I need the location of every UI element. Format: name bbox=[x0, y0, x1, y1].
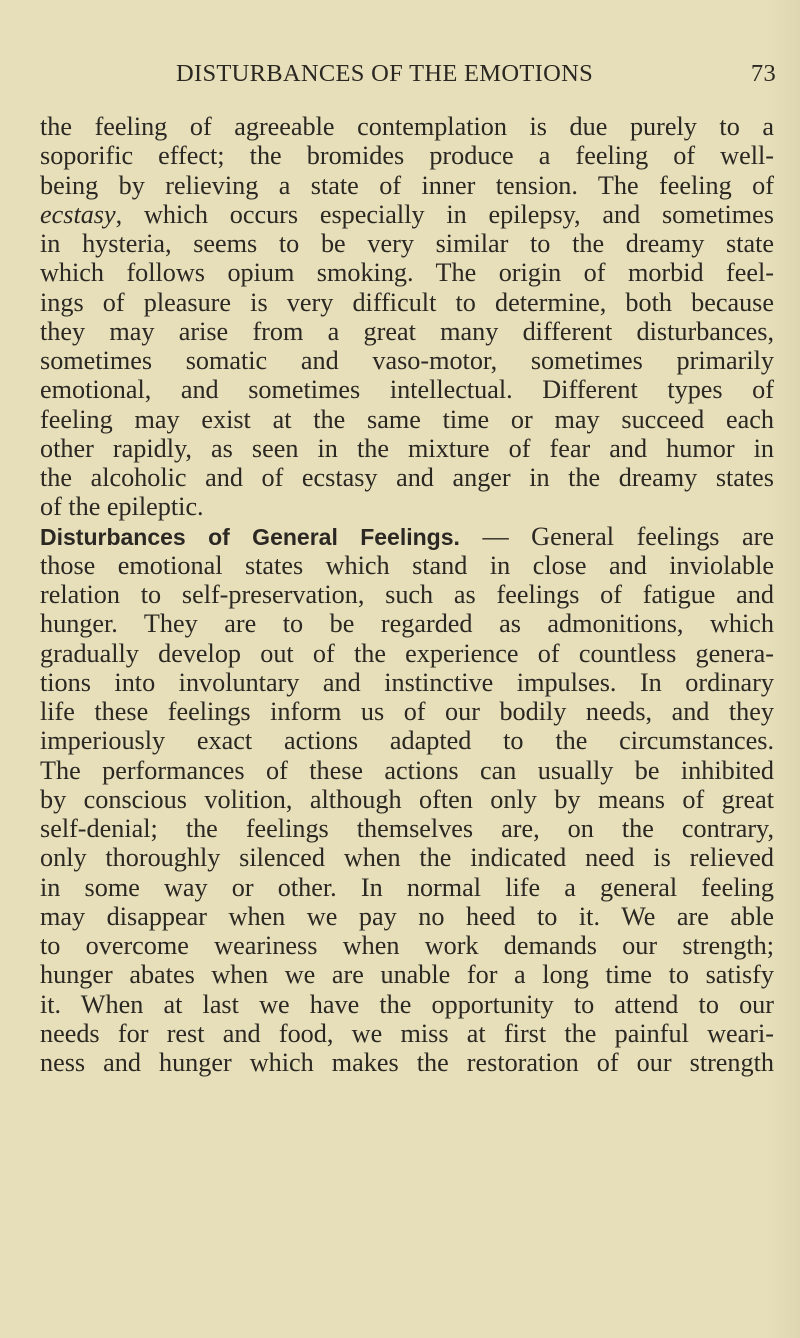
page-number: 73 bbox=[750, 60, 776, 87]
body-text bbox=[40, 112, 774, 1077]
text-line: other rapidly, as seen in the mixture of fear and humor in bbox=[40, 433, 774, 463]
text-line: those emotional states which stand in close and inviolable bbox=[40, 550, 774, 580]
text-line: in hysteria, seems to be very similar to the dreamy state bbox=[40, 229, 774, 258]
text-line: the feeling of agreeable contemplation is due purely to a bbox=[40, 112, 774, 141]
text-line: the alcoholic and of ecstasy and anger in the dreamy states bbox=[40, 463, 774, 492]
text-line: The performances of these actions can usually be inhibited bbox=[40, 755, 774, 785]
text-span: — General feelings are bbox=[459, 521, 774, 551]
text-line: self-denial; the feelings themselves are, on the contrary, bbox=[40, 814, 774, 843]
text-line: which follows opium smoking. The origin of morbid feel- bbox=[40, 258, 774, 288]
text-line: sometimes somatic and vaso-motor, sometimes primarily bbox=[40, 346, 774, 375]
text-line: they may arise from a great many different disturbances, bbox=[40, 316, 774, 346]
text-line bbox=[40, 200, 774, 229]
text-line: imperiously exact actions adapted to the circumstances. bbox=[40, 726, 774, 756]
text-line: of the epileptic. bbox=[40, 492, 204, 522]
text-line: by conscious volition, although often only by means of great bbox=[40, 784, 774, 814]
section-heading: Disturbances of General Feelings. bbox=[40, 523, 460, 550]
text-line: may disappear when we pay no heed to it. We are able bbox=[40, 901, 774, 931]
text-line: soporific effect; the bromides produce a feeling of well- bbox=[40, 141, 774, 171]
text-line: gradually develop out of the experience of countless genera- bbox=[40, 638, 774, 668]
text-line: to overcome weariness when work demands our strength; bbox=[40, 931, 774, 960]
text-line: ings of pleasure is very difficult to determine, both because bbox=[40, 287, 774, 317]
italic-term: ecstasy bbox=[40, 199, 116, 229]
text-line: tions into involuntary and instinctive impulses. In ordinary bbox=[40, 667, 774, 697]
text-line: needs for rest and food, we miss at first the painful weari- bbox=[40, 1018, 774, 1048]
text-line: life these feelings inform us of our bodily needs, and they bbox=[40, 697, 774, 726]
text-line: only thoroughly silenced when the indicated need is relieved bbox=[40, 843, 774, 873]
running-head bbox=[176, 60, 776, 94]
text-line: hunger abates when we are unable for a long time to satisfy bbox=[40, 960, 774, 990]
text-line: emotional, and sometimes intellectual. Different types of bbox=[40, 375, 774, 405]
text-line: hunger. They are to be regarded as admonitions, which bbox=[40, 609, 774, 639]
text-line: ness and hunger which makes the restoration of our strength bbox=[40, 1048, 774, 1077]
text-line: in some way or other. In normal life a general feeling bbox=[40, 872, 774, 902]
text-line: it. When at last we have the opportunity to attend to our bbox=[40, 989, 774, 1019]
chapter-title: DISTURBANCES OF THE EMOTIONS bbox=[176, 60, 593, 87]
text-span: , which occurs especially in epilepsy, and sometimes bbox=[115, 199, 774, 229]
section-heading-line bbox=[40, 522, 774, 551]
text-line: relation to self-preservation, such as feelings of fatigue and bbox=[40, 580, 774, 609]
text-line: being by relieving a state of inner tension. The feeling of bbox=[40, 170, 774, 200]
text-line: feeling may exist at the same time or may succeed each bbox=[40, 404, 774, 434]
